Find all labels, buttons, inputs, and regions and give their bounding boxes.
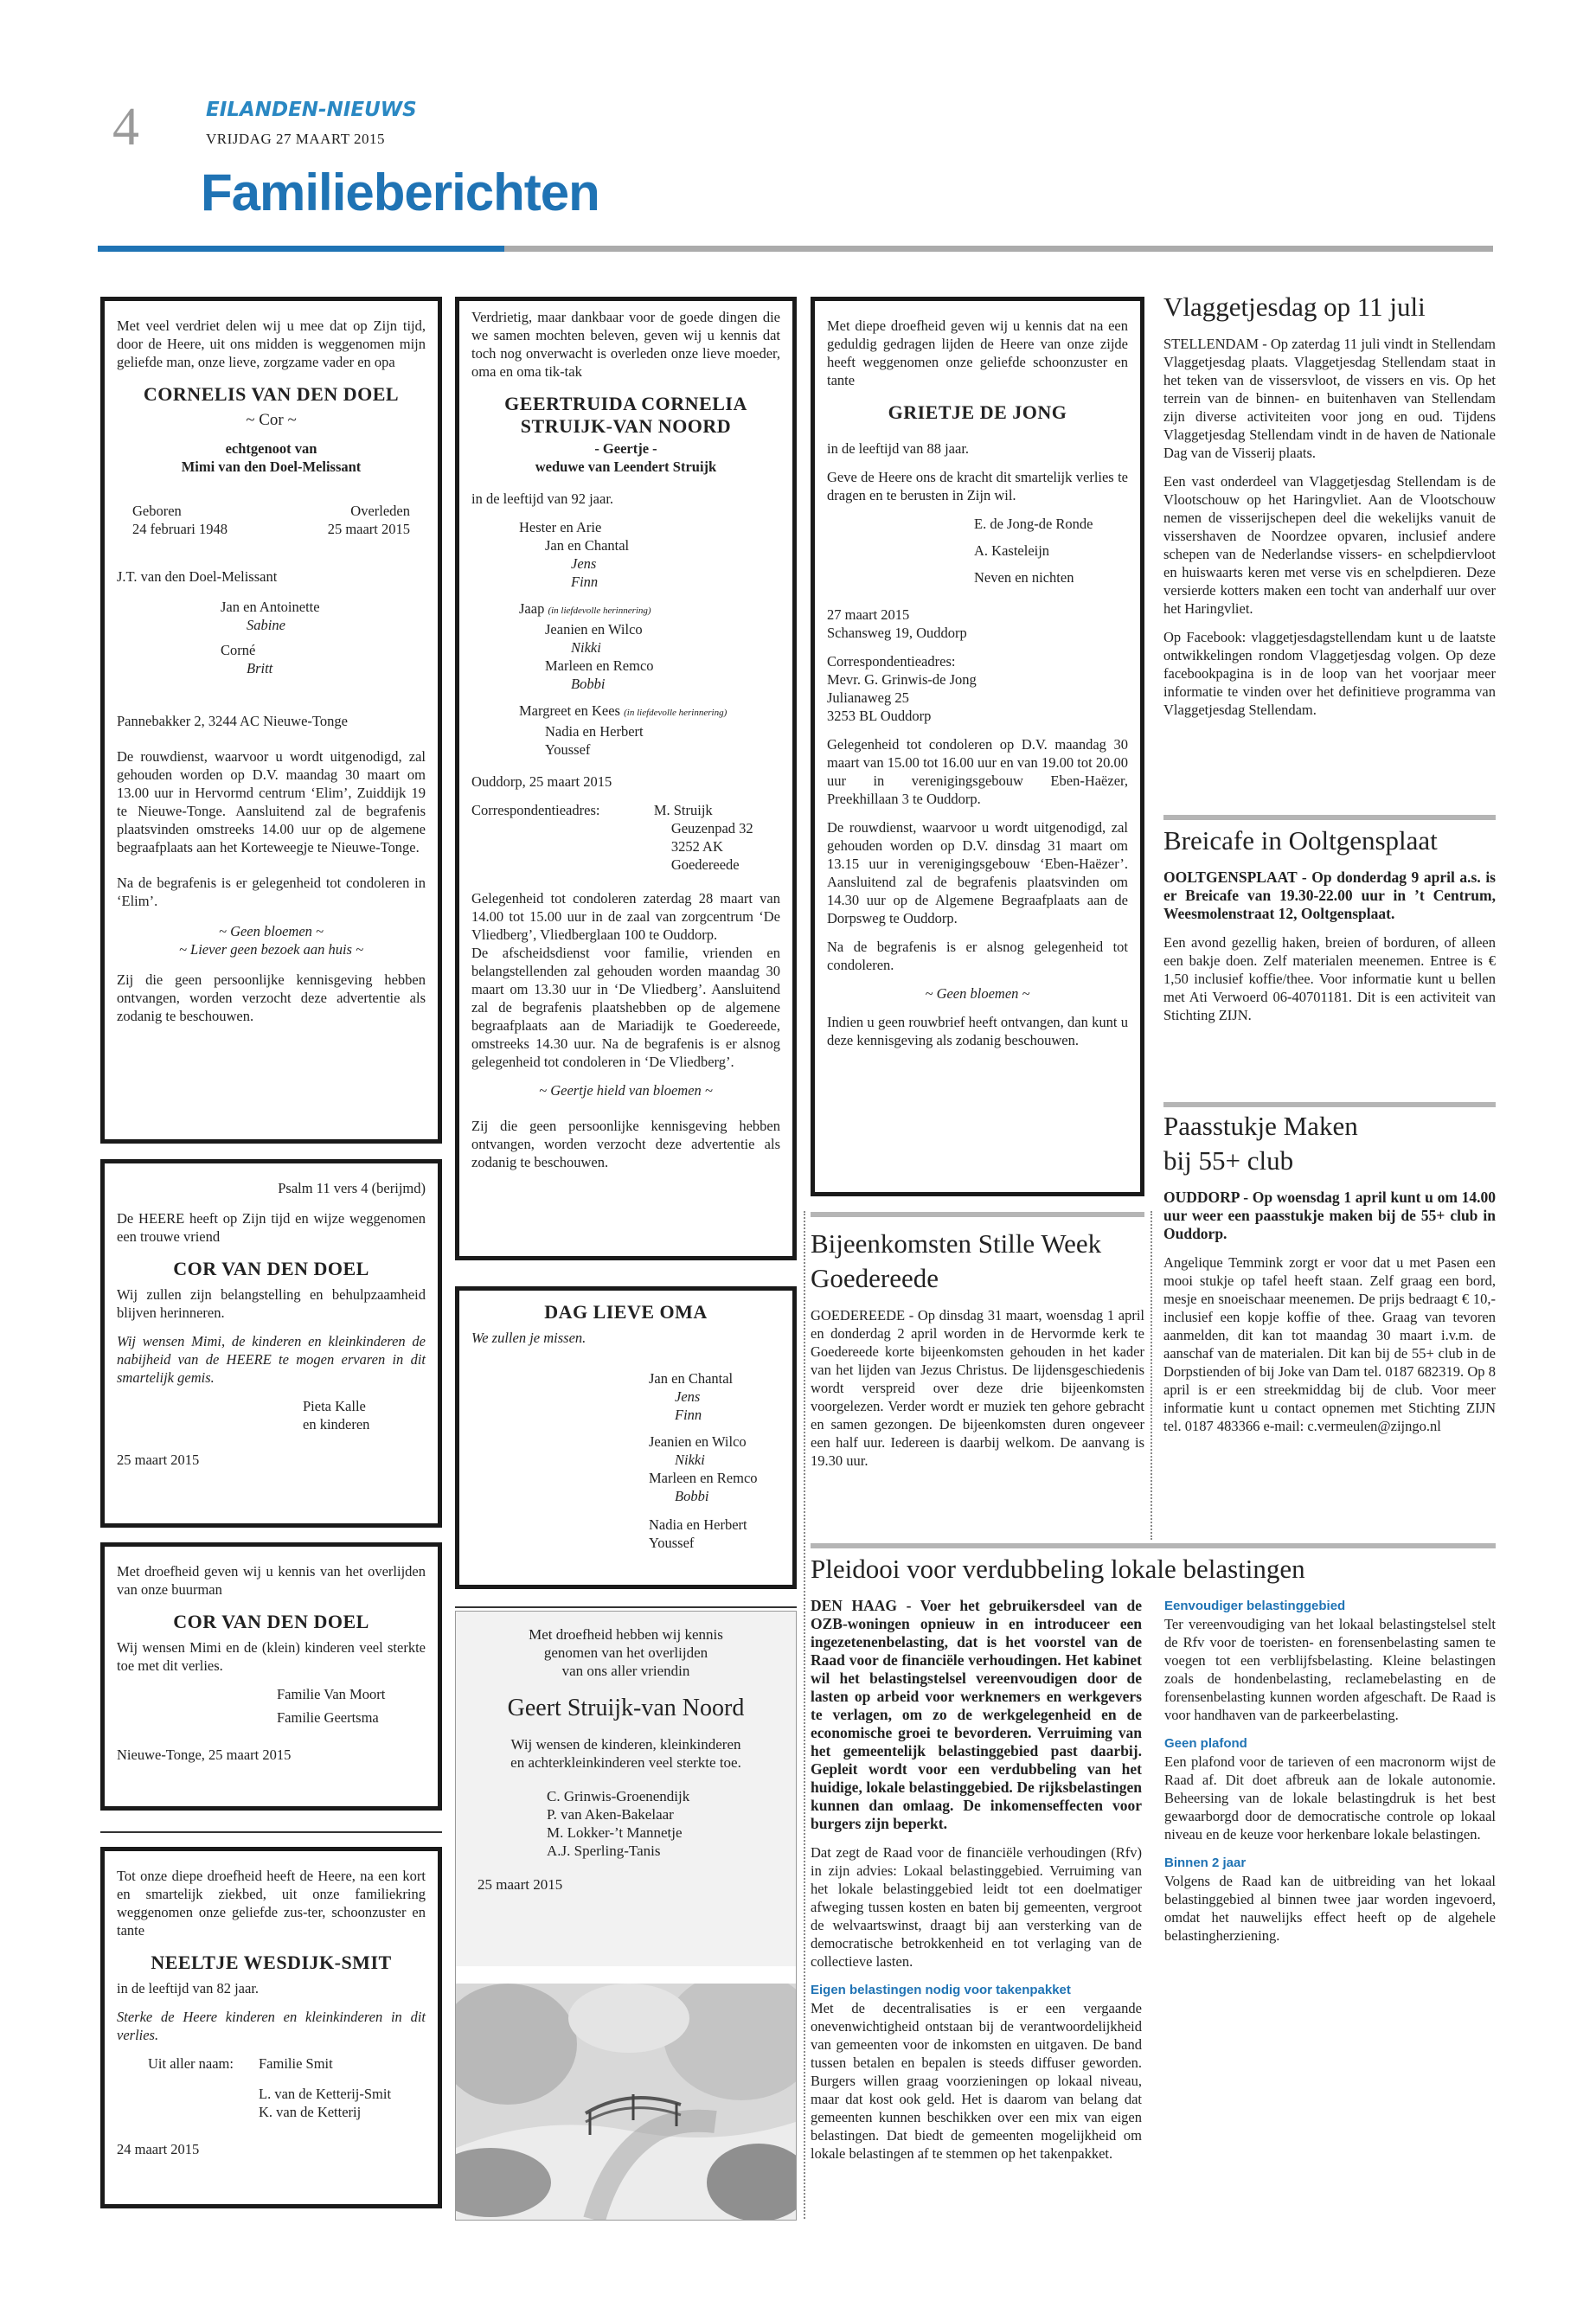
family-member: Marleen en Remco xyxy=(545,657,654,674)
article-headline: Bijeenkomsten Stille Week Goedereede xyxy=(811,1228,1102,1293)
card-text: Wij wensen de kinderen, kleinkinderen xyxy=(510,1736,741,1753)
card-text: genomen van het overlijden xyxy=(543,1644,708,1661)
deceased-name: NEELTJE WESDIJK-SMIT xyxy=(151,1952,392,1973)
article-body: GOEDEREEDE - Op dinsdag 31 maart, woensdag 1 april en donderdag 2 april worden in de Hervormde kerk te Goedereede korte bijeenkomsten gehouden in het kader van het lijden van Jezus Christus. De lijdensgeschiedenis wordt verspreid over deze drie bijeenkomsten voorgelezen. Verder wordt er muziek ten gehore gebracht en samen gezongen. De bijeenkomsten duren ongeveer een half uur. Iedereen is daarbij welkom. De aanvang is 19.30 uur. xyxy=(811,1307,1144,1469)
born-date: 24 februari 1948 xyxy=(132,521,228,537)
signature: A. Kasteleijn xyxy=(974,542,1050,559)
notice-intro: Verdrietig, maar dankbaar voor de goede dingen die we samen mochten beleven, geven wij u kennis dat toch nog onverwacht is overleden onze lieve moeder, oma en oma tik-tak xyxy=(471,309,780,380)
family-member: Jaap xyxy=(519,600,545,617)
deceased-nickname: ~ Cor ~ xyxy=(246,411,297,429)
signature: Neven en nichten xyxy=(974,569,1074,586)
signature: A.J. Sperling-Tanis xyxy=(547,1843,661,1859)
death-notice-cornelis xyxy=(100,297,442,1144)
home-address: Pannebakker 2, 3244 AC Nieuwe-Tonge xyxy=(117,713,348,729)
death-notice-neeltje xyxy=(100,1847,442,2208)
notice-date: 25 maart 2015 xyxy=(117,1452,200,1468)
family-member: Finn xyxy=(675,1407,702,1423)
signature: Familie Smit xyxy=(259,2055,333,2072)
article-paragraph: Een vast onderdeel van Vlaggetjesdag Stellendam is de Vlootschouw op het Haringvliet. Aan de Vlootschouw nemen de visserijschepen deel die wekelijks vanuit de vissershaven de Noordzee opvaren, inclusief andere schepen van de Nederlandse vissers- en schelpdiervloot en huiswaarts keren met verse vis en schelpdieren. Deze versierde kotters maken een tocht van anderhalf uur over het Haringvliet. xyxy=(1163,473,1496,617)
deceased-name: COR VAN DEN DOEL xyxy=(173,1258,369,1279)
notice-intro: Met veel verdriet delen wij u mee dat op Zijn tijd, door de Heere, uit ons midden is weggenomen mijn geliefde man, onze lieve, zorgzame vader en opa xyxy=(117,317,426,370)
flowers-note: ~ Geen bloemen ~ xyxy=(219,923,324,939)
deceased-age: in de leeftijd van 92 jaar. xyxy=(471,490,614,507)
condolence-info: Na de begrafenis is er gelegenheid tot condoleren in ‘Elim’. xyxy=(117,875,426,909)
signature: M. Lokker-’t Mannetje xyxy=(547,1824,683,1841)
article-headline: Pleidooi voor verdubbeling lokale belastingen xyxy=(811,1554,1305,1584)
article-vlaggetjesdag xyxy=(1163,290,1496,729)
family-member: Nadia en Herbert xyxy=(545,723,644,740)
family-member: Britt xyxy=(247,660,273,676)
family-member: Corné xyxy=(221,642,256,658)
article-body: Angelique Temmink zorgt er voor dat u met Pasen een mooi stukje op tafel heeft staan. Zelf graag een bord, mesje en snoeischaar meenemen. De prijs bedraagt € 10,- inclusief een kopje koffie of thee. Graag van tevoren aanmelden, dit kan tot maandag 30 maart i.v.m. de aanschaf van de materialen. Dit kan bij de 55+ club in de Dorpstienden of bij Joke van Dam tel. 0187 682319. Op 8 april is er een streekmiddag bij de club. Voor meer informatie kunt u contact opnemen met Stichting ZIJN tel. 0187 483366 e-mail: c.vermeulen@zijngo.nl xyxy=(1163,1254,1496,1434)
notice-intro: De HEERE heeft op Zijn tijd en wijze weggenomen een trouwe vriend xyxy=(117,1210,426,1245)
article-paragraph: Met de decentralisaties is er een vergaande onevenwichtigheid ontstaan bij de verantwoordelijkheid van gemeenten voor de inkomsten en uitgaven. De band tussen betalen en bepalen is steeds diffuser geworden. Burgers willen graag voorzieningen op lokaal niveau, maar dat kost ook geld. Het is daarom van belang dat gemeenten kunnen beschikken over een mix van eigen belastingen. Dat biedt de gemeenten mogelijkheid om lokale belastingen af te stemmen op het takenpakket. xyxy=(811,2000,1142,2162)
signature: E. de Jong-de Ronde xyxy=(974,516,1093,532)
article-paragraph: Dat zegt de Raad voor de financiële verhoudingen (Rfv) in zijn advies: Lokaal belastinggebied. Verruiming van het lokale belastinggebied leidt tot een doelmatiger afweging tussen kosten en baten bij gemeenten, vergroot de welvaartswinst, draagt bij aan versterking van de democratische betrokkenheid en tot verlaging van de collectieve lasten. xyxy=(811,1844,1142,1970)
deceased-nickname: - Geertje - xyxy=(594,440,657,457)
condolence-after: Na de begrafenis is er alsnog gelegenheid tot condoleren. xyxy=(827,939,1128,973)
family-member: Nikki xyxy=(571,639,601,656)
correspondence-city: 3253 BL Ouddorp xyxy=(827,708,932,724)
deceased-surname: STRUIJK-VAN NOORD xyxy=(520,415,732,437)
family-member: Youssef xyxy=(545,741,591,758)
family-member: J.T. van den Doel-Melissant xyxy=(117,568,278,585)
death-notice-geertruida xyxy=(455,297,797,1260)
article-breicafe xyxy=(1163,824,1496,1035)
memory-note: (in liefdevolle herinnering) xyxy=(548,606,651,616)
notice-title: DAG LIEVE OMA xyxy=(544,1301,708,1323)
visit-note: ~ Liever geen bezoek aan huis ~ xyxy=(178,941,364,958)
masthead-logo: EILANDEN-NIEUWS xyxy=(206,99,417,121)
condolence-info: Gelegenheid tot condoleren zaterdag 28 maart van 14.00 tot 15.00 uur in de zaal van zorgcentrum ‘De Vliedberg’, Vliedberglaan 100 te Ouddorp. xyxy=(471,890,780,943)
article-lead: DEN HAAG - Voer het gebruikersdeel van de OZB-woningen opnieuw in en introduceer een ingezetenenbelasting, dat is het voorstel van de Raad voor de financiële verhoudingen. Het kabinet wil het belastingstelsel vereenvoudigen door de lasten op arbeid voor werknemers en werkgevers te verlagen, om zo de werkgelegenheid en de economische groei te bevorderen. Verruiming van het gemeentelijk belastinggebied past daarbij. Gepleit wordt voor een verdubbeling van het huidige, lokale belastinggebied. De rijksbelastingen kunnen dan omlaag. De inkomenseffecten voor burgers zijn beperkt. xyxy=(811,1597,1142,1832)
notice-text: Wij wensen Mimi en de (klein) kinderen veel sterkte toe met dit verlies. xyxy=(117,1639,426,1674)
card-text: en achterkleinkinderen veel sterkte toe. xyxy=(510,1754,741,1771)
family-member: Jan en Chantal xyxy=(649,1370,734,1387)
memory-note: (in liefdevolle herinnering) xyxy=(624,708,727,718)
widow-of: weduwe van Leendert Struijk xyxy=(535,458,717,475)
deceased-name: CORNELIS VAN DEN DOEL xyxy=(143,383,400,405)
section-title: Familieberichten xyxy=(201,163,599,221)
article-subhead: Eigen belastingen nodig voor takenpakket xyxy=(811,1983,1071,1997)
signature: C. Grinwis-Groenendijk xyxy=(547,1788,690,1804)
article-headline: Paasstukje Maken xyxy=(1163,1111,1358,1141)
signature: Familie Geertsma xyxy=(277,1709,379,1726)
page-number: 4 xyxy=(112,98,139,157)
article-lead: OUDDORP - Op woensdag 1 april kunt u om 14.00 uur weer een paasstukje maken bij de 55+ club in Ouddorp. xyxy=(1163,1189,1496,1242)
notice-disclaimer: Zij die geen persoonlijke kennisgeving hebben ontvangen, worden verzocht deze advertentie als zodanig te beschouwen. xyxy=(471,1118,780,1170)
article-rule xyxy=(811,1543,1496,1548)
card-text: van ons aller vriendin xyxy=(561,1663,690,1679)
article-headline: Breicafe in Ooltgensplaat xyxy=(1163,825,1438,856)
family-member: Finn xyxy=(571,574,599,590)
service-details: De rouwdienst, waarvoor u wordt uitgenodigd, zal gehouden worden op D.V. maandag 30 maart om 13.00 uur in Hervormd centrum ‘Elim’, Zuiddijk 19 te Nieuwe-Tonge. Aansluitend zal de begrafenis plaatsvinden omstreeks 14.00 uur op de algemene begraafplaats aan het Korteweegje te Nieuwe-Tonge. xyxy=(117,748,426,856)
family-member: Nikki xyxy=(675,1452,705,1468)
signature: en kinderen xyxy=(303,1416,370,1433)
notice-dag-lieve-oma xyxy=(455,1286,797,1589)
family-member: Jeanien en Wilco xyxy=(649,1433,747,1450)
column-divider xyxy=(804,1211,805,2219)
notice-cor-psalm xyxy=(100,1159,442,1528)
signature: K. van de Ketterij xyxy=(259,2104,362,2120)
notice-date: 25 maart 2015 xyxy=(478,1876,563,1893)
home-address: Schansweg 19, Ouddorp xyxy=(827,625,967,641)
deceased-name: GRIETJE DE JONG xyxy=(888,401,1067,423)
family-member: Margreet en Kees xyxy=(519,702,620,719)
notice-wish: Wij wensen Mimi, de kinderen en kleinkinderen de nabijheid van de HEERE te mogen ervaren in dit smartelijk gemis. xyxy=(117,1333,426,1386)
family-member: Jan en Chantal xyxy=(545,537,630,554)
condolence-info: Gelegenheid tot condoleren op D.V. maandag 30 maart van 15.00 tot 16.00 uur en van 19.00 tot 20.00 uur in verenigingsgebouw Eben-Haëzer, Preekhillaan 3 te Ouddorp. xyxy=(827,736,1128,807)
died-label: Overleden xyxy=(350,503,410,519)
notice-wish: Geve de Heere ons de kracht dit smartelijk verlies te dragen en te berusten in Zijn wil. xyxy=(827,469,1128,503)
section-rule-accent xyxy=(98,246,504,252)
family-member: Jens xyxy=(675,1388,701,1405)
deceased-name: COR VAN DEN DOEL xyxy=(173,1611,369,1632)
deceased-age: in de leeftijd van 88 jaar. xyxy=(827,440,970,457)
article-paragraph: Een plafond voor de tarieven of een macronorm wijst de Raad af. Dit doet afbreuk aan de lokale autonomie. Beheersing van de lokale belastingdruk is het best gewaarborgd door de democratische controle op lokaal niveau en de keuze voor herkenbare lokale belastingen. xyxy=(1164,1753,1496,1843)
notice-text: Wij zullen zijn belangstelling en behulpzaamheid blijven herinneren. xyxy=(117,1286,426,1321)
deceased-name: GEERTRUIDA CORNELIA xyxy=(504,393,747,414)
notice-intro: Met diepe droefheid geven wij u kennis dat na een geduldig gedragen lijden de Heere van onze zijde heeft weggenomen onze geliefde schoonzuster en tante xyxy=(827,317,1128,388)
winter-bridge-photo xyxy=(456,1984,796,2220)
family-member: Sabine xyxy=(247,617,285,633)
born-label: Geboren xyxy=(132,503,182,519)
signature: L. van de Ketterij-Smit xyxy=(259,2086,392,2102)
family-member: Hester en Arie xyxy=(519,519,602,535)
photo-illustration xyxy=(456,1984,796,2220)
on-behalf-label: Uit aller naam: xyxy=(148,2055,234,2072)
correspondence-city: 3252 AK Goedereede xyxy=(670,838,740,873)
flowers-note: ~ Geertje hield van bloemen ~ xyxy=(539,1082,713,1099)
deceased-name: Geert Struijk-van Noord xyxy=(507,1695,745,1721)
article-paragraph: Volgens de Raad kan de uitbreiding van het lokaal belastinggebied al binnen twee jaar worden ingevoerd, omdat het nauwelijks effect heeft op de algehele belastingherziening. xyxy=(1164,1873,1496,1944)
article-rule xyxy=(1163,815,1496,820)
correspondence-label: Correspondentieadres: xyxy=(471,802,600,818)
notice-date: Nieuwe-Tonge, 25 maart 2015 xyxy=(117,1747,292,1763)
correspondence-label: Correspondentieadres: xyxy=(827,653,956,670)
family-member: Nadia en Herbert xyxy=(649,1516,747,1533)
correspondence-street: Geuzenpad 32 xyxy=(670,820,753,836)
article-body: Een avond gezellig haken, breien of borduren, of alleen een bakje doen. Zelf materialen meenemen. Entree is € 1,50 inclusief koffie/thee. Voor informatie kunt u bellen met Ati Verwoerd 06-40701181. Dit is een activiteit van Stichting ZIJN. xyxy=(1163,934,1496,1023)
article-headline: Vlaggetjesdag op 11 juli xyxy=(1163,292,1426,322)
notice-cor-neighbours xyxy=(100,1542,442,1811)
signature: Familie Van Moort xyxy=(277,1686,386,1702)
card-text: Met droefheid hebben wij kennis xyxy=(529,1626,723,1643)
family-member: Bobbi xyxy=(571,676,606,692)
notice-wish: Sterke de Heere kinderen en kleinkinderen in dit verlies. xyxy=(117,2009,426,2043)
notice-place-date: Ouddorp, 25 maart 2015 xyxy=(471,773,612,790)
article-rule xyxy=(811,1212,1144,1217)
section-rule xyxy=(504,246,1493,252)
notice-intro: Tot onze diepe droefheid heeft de Heere, na een kort en smartelijk ziekbed, uit onze familiekring weggenomen onze geliefde zus-ter, schoonzuster en tante xyxy=(117,1868,426,1939)
family-member: Jens xyxy=(571,555,597,572)
family-member: Jeanien en Wilco xyxy=(545,621,643,638)
notice-text: We zullen je missen. xyxy=(471,1330,586,1346)
divider xyxy=(100,1831,442,1833)
article-lead: OOLTGENSPLAAT - Op donderdag 9 april a.s. is er Breicafe van 19.30-22.00 uur in ’t Centrum, Weesmolenstraat 12, Ooltgensplaat. xyxy=(1163,868,1496,922)
article-subhead: Eenvoudiger belastinggebied xyxy=(1164,1599,1346,1613)
article-paragraph: Op Facebook: vlaggetjesdagstellendam kunt u de laatste ontwikkelingen rondom Vlaggetjesdag volgen. Op deze facebookpagina is in de loop van het voorjaar meer informatie te vinden over het definitieve programma van Vlaggetjesdag Stellendam. xyxy=(1163,629,1496,718)
notice-disclaimer: Indien u geen rouwbrief heeft ontvangen, dan kunt u deze kennisgeving als zodanig beschouwen. xyxy=(827,1014,1128,1048)
memorial-card-geert xyxy=(455,1611,797,2221)
article-paragraph: Ter vereenvoudiging van het lokaal belastingstelsel stelt de Rfv voor de toeristen- en forensenbelasting samen te voegen tot een verblijfsbelasting. Kleine belastingen zoals de hondenbelasting, reclamebelasting en de forensenbelasting kunnen worden afgeschaft. De Raad is voor handhaven van de parkeerbelasting. xyxy=(1164,1616,1496,1723)
article-subhead: Binnen 2 jaar xyxy=(1164,1856,1247,1870)
family-member: Bobbi xyxy=(675,1488,709,1504)
correspondence-name: Mevr. G. Grinwis-de Jong xyxy=(827,671,977,688)
psalm-ref: Psalm 11 vers 4 (berijmd) xyxy=(278,1180,426,1196)
family-member: Youssef xyxy=(649,1535,695,1551)
died-date: 25 maart 2015 xyxy=(327,521,410,537)
flowers-note: ~ Geen bloemen ~ xyxy=(925,985,1030,1002)
death-notice-grietje xyxy=(811,297,1144,1196)
issue-date: VRIJDAG 27 MAART 2015 xyxy=(206,131,386,147)
correspondence-name: M. Struijk xyxy=(653,802,713,818)
correspondence-street: Julianaweg 25 xyxy=(827,689,909,706)
notice-intro: Met droefheid geven wij u kennis van het overlijden van onze buurman xyxy=(117,1563,426,1598)
column-divider xyxy=(1151,1211,1152,1540)
notice-disclaimer: Zij die geen persoonlijke kennisgeving hebben ontvangen, worden verzocht deze advertentie als zodanig te beschouwen. xyxy=(117,971,426,1024)
deceased-age: in de leeftijd van 82 jaar. xyxy=(117,1980,260,1997)
article-belastingen xyxy=(811,1552,1496,2173)
family-member: Jan en Antoinette xyxy=(221,599,320,615)
family-member: Marleen en Remco xyxy=(649,1470,758,1486)
signature: P. van Aken-Bakelaar xyxy=(547,1806,674,1823)
notice-date: 27 maart 2015 xyxy=(827,606,910,623)
signature: Pieta Kalle xyxy=(303,1398,366,1414)
divider xyxy=(455,1606,797,1608)
article-rule xyxy=(1163,1102,1496,1107)
spouse-name: Mimi van den Doel-Melissant xyxy=(181,458,362,475)
article-subhead: Geen plafond xyxy=(1164,1736,1247,1751)
article-stille-week xyxy=(811,1227,1144,1470)
article-paasstukje xyxy=(1163,1109,1496,1445)
spouse-label: echtgenoot van xyxy=(225,440,317,457)
service-details: De afscheidsdienst voor familie, vrienden en belangstellenden zal gehouden worden maandag 30 maart om 13.30 uur in ‘De Vliedberg’. Aansluitend zal de begrafenis plaatshebben op de algemene begraafplaats aan de Mariadijk te Goedereede, omstreeks 14.30 uur. Na de begrafenis is er alsnog gelegenheid tot condoleren in ‘De Vliedberg’. xyxy=(471,945,780,1070)
article-headline: bij 55+ club xyxy=(1163,1145,1294,1176)
article-paragraph: STELLENDAM - Op zaterdag 11 juli vindt in Stellendam Vlaggetjesdag plaats. Vlaggetjesdag Stellendam staat in het teken van de vissersvloot, de vissers en vis. Op het terrein van de binnen- en buitenhaven van Stellendam zijn diverse activiteiten voor jong en oud. Tijdens Vlaggetjesdag Stellendam vindt in de haven de Nationale Dag van de Visserij plaats. xyxy=(1163,336,1496,461)
service-details: De rouwdienst, waarvoor u wordt uitgenodigd, zal gehouden worden op D.V. dinsdag 31 maart om 13.15 uur in verenigingsgebouw ‘Eben-Haëzer’. Aansluitend zal de begrafenis plaatsvinden om 14.30 uur op de Algemene Begraafplaats aan de Dorpsweg te Ouddorp. xyxy=(827,819,1128,926)
notice-date: 24 maart 2015 xyxy=(117,2141,200,2157)
